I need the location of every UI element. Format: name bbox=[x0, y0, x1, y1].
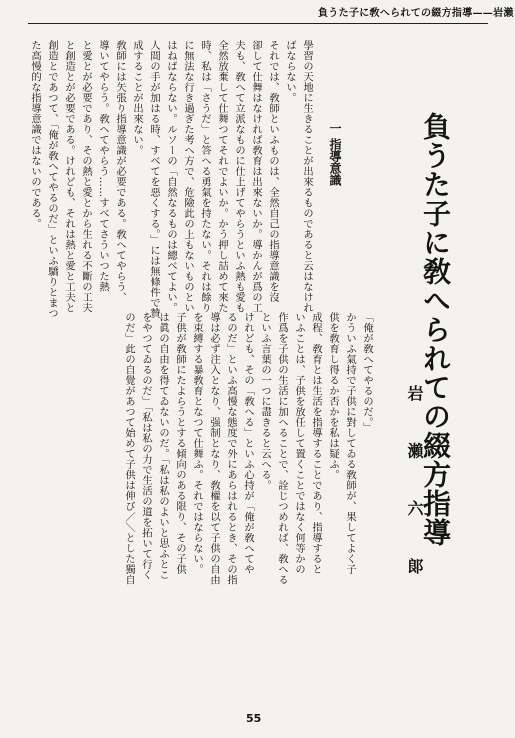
text-line: 夫も、敎へて立派なものに仕上げてやらうといふ熱も愛も bbox=[233, 40, 245, 313]
text-line: 成程、敎育とは生活を指導することであり、指導すると bbox=[310, 312, 322, 575]
text-line: 供を敎育し得るか否かを私は疑ふ。 bbox=[327, 312, 339, 480]
text-line: のだ」此の自覺があつて始めて子供は伸び／＼とした獨自 bbox=[123, 312, 135, 585]
lower-text-block bbox=[0, 312, 375, 587]
text-line: 敎師には矢張り指導意識が必要である。敎へてやらう、 bbox=[114, 40, 126, 303]
header-rule bbox=[28, 23, 488, 24]
text-line: 導は必ず注入となり、强制となり、敎權を以て子供の自由 bbox=[208, 312, 220, 585]
text-line: は眞の自由を得てゐないのだ。「私は私のよいと思ふとこ bbox=[157, 312, 169, 580]
text-line: に無法な行き過ぎた考へ方で、危險此の上もないものとい bbox=[182, 40, 194, 313]
text-line: るのだ」といふ高慢な態度で外にあらはれるとき、その指 bbox=[225, 312, 237, 585]
text-line: た高慢的な指導意識ではないのである。 bbox=[29, 40, 41, 229]
text-line: をやつてゐるのだ」「私は私の力で生活の道を拓いて行く bbox=[140, 312, 152, 580]
upper-text-block bbox=[0, 40, 315, 322]
text-line: 時、私は「さうだ」と答へる勇氣を持たない。それは餘り bbox=[199, 40, 211, 313]
text-line: はねばならない。ルソーの「自然なるものは總べてよい。 bbox=[165, 40, 177, 313]
author-name: 岩 瀨 六 郞 bbox=[405, 385, 424, 592]
text-line: 創造とであつて、「俺が敎へてやるのだ」といふ驕りとまつ bbox=[46, 40, 58, 319]
text-line: 子供が敎師にたよらうとする傾向のある限り、その子供 bbox=[174, 312, 186, 575]
text-line: 學習の天地に生きることが出來るものであると云はなけれ bbox=[301, 40, 313, 313]
text-line: いふことは、子供を放任して置くことではなく何等かの bbox=[293, 312, 305, 575]
text-line: ばならない。 bbox=[284, 40, 296, 103]
running-head: 負うた子に敎へられての綴方指導——岩瀨 bbox=[318, 8, 514, 19]
text-line: けれども、その「敎へる」といふ心持が「俺が敎へてや bbox=[242, 312, 254, 575]
text-line: 「俺が敎へてやるのだ。」 bbox=[361, 312, 373, 433]
article-title: 負うた子に敎へられての綴方指導 bbox=[419, 112, 452, 547]
text-line: といふ言葉の一つに盡きると云へる。 bbox=[259, 312, 271, 491]
text-line: を束縛する暴敎育となつて仕舞ふ。それではならない。 bbox=[191, 312, 203, 575]
text-line: 成することが出來ない。 bbox=[131, 40, 143, 156]
text-line: 作爲を子供の生活に加へることで、詮じつめれば、敎へる bbox=[276, 312, 288, 585]
text-line: 全然放棄して仕舞つてそれでよいか。かう押し詰めて來た bbox=[216, 40, 228, 313]
text-line: かういふ氣持で子供に對してゐる敎師が、果してよく子 bbox=[344, 312, 356, 575]
text-line: 卻して仕舞はなければ敎育は出來ないか。導かんが爲の工 bbox=[250, 40, 262, 313]
text-line: と創造とが必要である。けれども、それは熱と愛と工夫と bbox=[63, 40, 75, 313]
text-line: 人間の手が加はる時、すべてを惡くする。」には無條件で贊 bbox=[148, 40, 160, 319]
text-line: それでは、敎師といふものは、全然自己の指導意識を沒 bbox=[267, 40, 279, 303]
section-heading: 一 指導意識 bbox=[328, 122, 342, 187]
text-line: 導いてやらう。敎へてやらう……すべてさういつた熱 bbox=[97, 40, 109, 292]
text-line: と愛とが必要であり、その熱と愛とから生れる不斷の工夫 bbox=[80, 40, 92, 313]
page-number: 55 bbox=[246, 712, 262, 725]
